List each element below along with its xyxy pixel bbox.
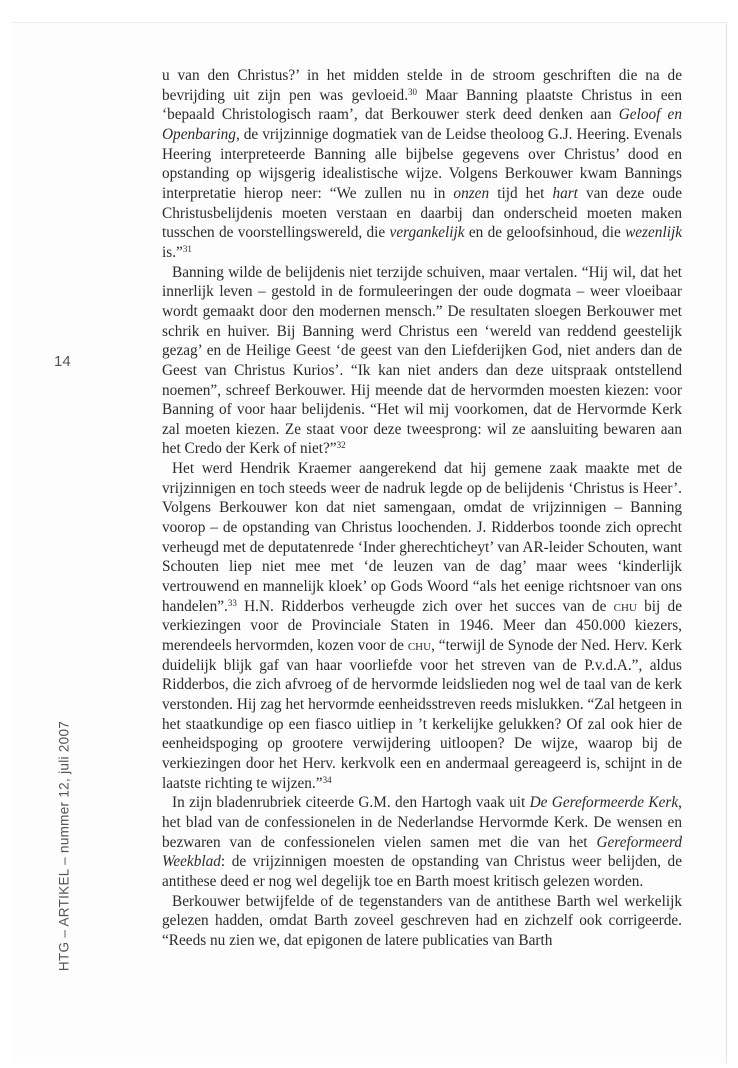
- footnote-ref: 32: [336, 440, 346, 451]
- small-caps-text: chu: [407, 637, 432, 655]
- text-run: Maar Banning plaatste Christus in een ‘bepaald Christologisch raam’, dat Berkouwer sterk deed denken aan: [162, 86, 682, 124]
- body-paragraph: [162, 793, 682, 891]
- body-paragraph: [162, 66, 682, 263]
- text-run: , de vrijzinnige dogmatiek van de Leidse theoloog G.J. Heering. Evenals Heering interpreteerde Banning alle bijbelse gegevens over Christus’ dood en opstanding op wijsgerig idealistische wijze. Volgens Berkouwer kwam Bannings interpretatie hierop neer: “We zullen nu in: [162, 125, 682, 202]
- body-paragraph: [162, 892, 682, 951]
- text-run: bij de verkiezingen voor de Provinciale Staten in 1946. Meer dan 450.000 kiezers, merendeels hervormden, kozen voor de: [162, 597, 682, 655]
- text-run: en de geloofsinhoud, die: [464, 224, 626, 242]
- text-run: tijd het: [489, 184, 553, 202]
- text-run: , “terwijl de Synode der Ned. Herv. Kerk duidelijk blijk gaf van haar voorliefde voor het streven van de P.v.d.A.”, aldus Ridderbos, die zich afvroeg of de hervormde leidslieden nog wel de taal van de kerk verstonden. Hij zag het hervormde eenheidsstreven reeds mislukken. “Zal hetgeen in het staatkundige op een fiasco uitliep in ’t kerkelijke gelukken? Of zal ook hier de eenheidspoging op grootere verwijdering uitloopen? De wijze, waarop bij de verkiezingen door het Herv. kerkvolk een en andermaal gereageerd is, schijnt in de laatste richting te wijzen.”: [162, 637, 682, 792]
- text-run: : de vrijzinnigen moesten de opstanding van Christus weer belijden, de antithese deed er nog wel degelijk toe en Barth moest kritisch gelezen worden.: [162, 853, 682, 890]
- text-run: , het blad van de confessionelen in de Nederlandse Hervormde Kerk. De wensen en bezwaren van de confessionelen vielen samen met die van het: [162, 794, 682, 851]
- italic-text: Gereformeerd Weekblad: [162, 833, 682, 871]
- text-run: u van den Christus?’ in het midden stelde in de stroom geschriften die na de bevrijding uit zijn pen was gevloeid.: [162, 67, 682, 104]
- text-run: Banning wilde de belijdenis niet terzijde schuiven, maar vertalen. “Hij wil, dat het innerlijk leven – gestold in de formuleeringen der oude dogmata – weer vloeibaar wordt gemaakt door den modernen mensch.” De resultaten sloegen Berkouwer met schrik en huiver. Bij Banning werd Christus een ‘wereld van reddend geestelijk gezag’ en de Heilige Geest ‘de geest van den Liefderijken God, niet anders dan de Geest van Christus Kurios’. “Ik kan niet anders dan deze uitspraak ontstellend noemen”, schreef Berkouwer. Hij meende dat de hervormden moesten kiezen: voor Banning of voor haar belijdenis. “Het wil mij voorkomen, dat de Hervormde Kerk zal moeten kiezen. Ze staat voor deze tweesprong: wil ze aansluiting bewaren aan het Credo der Kerk of niet?”: [162, 263, 682, 458]
- small-caps-text: chu: [613, 597, 637, 615]
- italic-text: De Gereformeerde Kerk: [529, 794, 679, 812]
- footnote-ref: 31: [182, 243, 192, 254]
- italic-text: wezenlijk: [625, 224, 682, 242]
- text-run: Berkouwer betwijfelde of de tegenstanders van de antithese Barth wel werkelijk gelezen hadden, omdat Barth zoveel geschreven had en zichzelf ook corrigeerde. “Reeds nu zien we, dat epigonen de latere publicaties van Barth: [162, 892, 682, 949]
- footnote-ref: 34: [322, 774, 332, 785]
- body-paragraph: [162, 459, 682, 793]
- footnote-ref: 30: [408, 86, 418, 97]
- text-run: is.”: [162, 243, 183, 261]
- article-body: [162, 66, 682, 951]
- text-run: Het werd Hendrik Kraemer aangerekend dat hij gemene zaak maakte met de vrijzinnigen en toch steeds weer de nadruk legde op de belijdenis ‘Christus is Heer’. Volgens Berkouwer kon dat niet samengaan, omdat de vrijzinnigen – Banning voorop – de opstanding van Christus loochenden. J. Ridderbos toonde zich oprecht verheugd met de deputatenrede ‘Inder gherechticheyt’ van AR-leider Schouten, want Schouten liep niet mee met ‘de leuzen van de dag’ maar wees ‘kinderlijk vertrouwend en mannelijk kloek’ op Gods Woord “als het eenige richtsnoer van ons handelen”.: [162, 460, 682, 615]
- italic-text: vergankelijk: [389, 224, 465, 242]
- body-paragraph: [162, 263, 682, 460]
- running-footer: HTG – ARTIKEL – nummer 12, juli 2007: [56, 720, 72, 972]
- text-run: van deze oude Christusbelijdenis moeten verstaan en daarbij dan onderscheid moeten maken tusschen de voorstellingswereld, die: [162, 184, 682, 242]
- italic-text: Geloof en Openbaring: [162, 106, 682, 143]
- text-run: H.N. Ridderbos verheugde zich over het succes van de: [236, 597, 614, 615]
- page-number: 14: [54, 353, 71, 370]
- italic-text: hart: [552, 184, 578, 202]
- footnote-ref: 33: [227, 597, 237, 608]
- text-run: In zijn bladenrubriek citeerde G.M. den Hartogh vaak uit: [172, 794, 530, 812]
- italic-text: onzen: [453, 184, 490, 202]
